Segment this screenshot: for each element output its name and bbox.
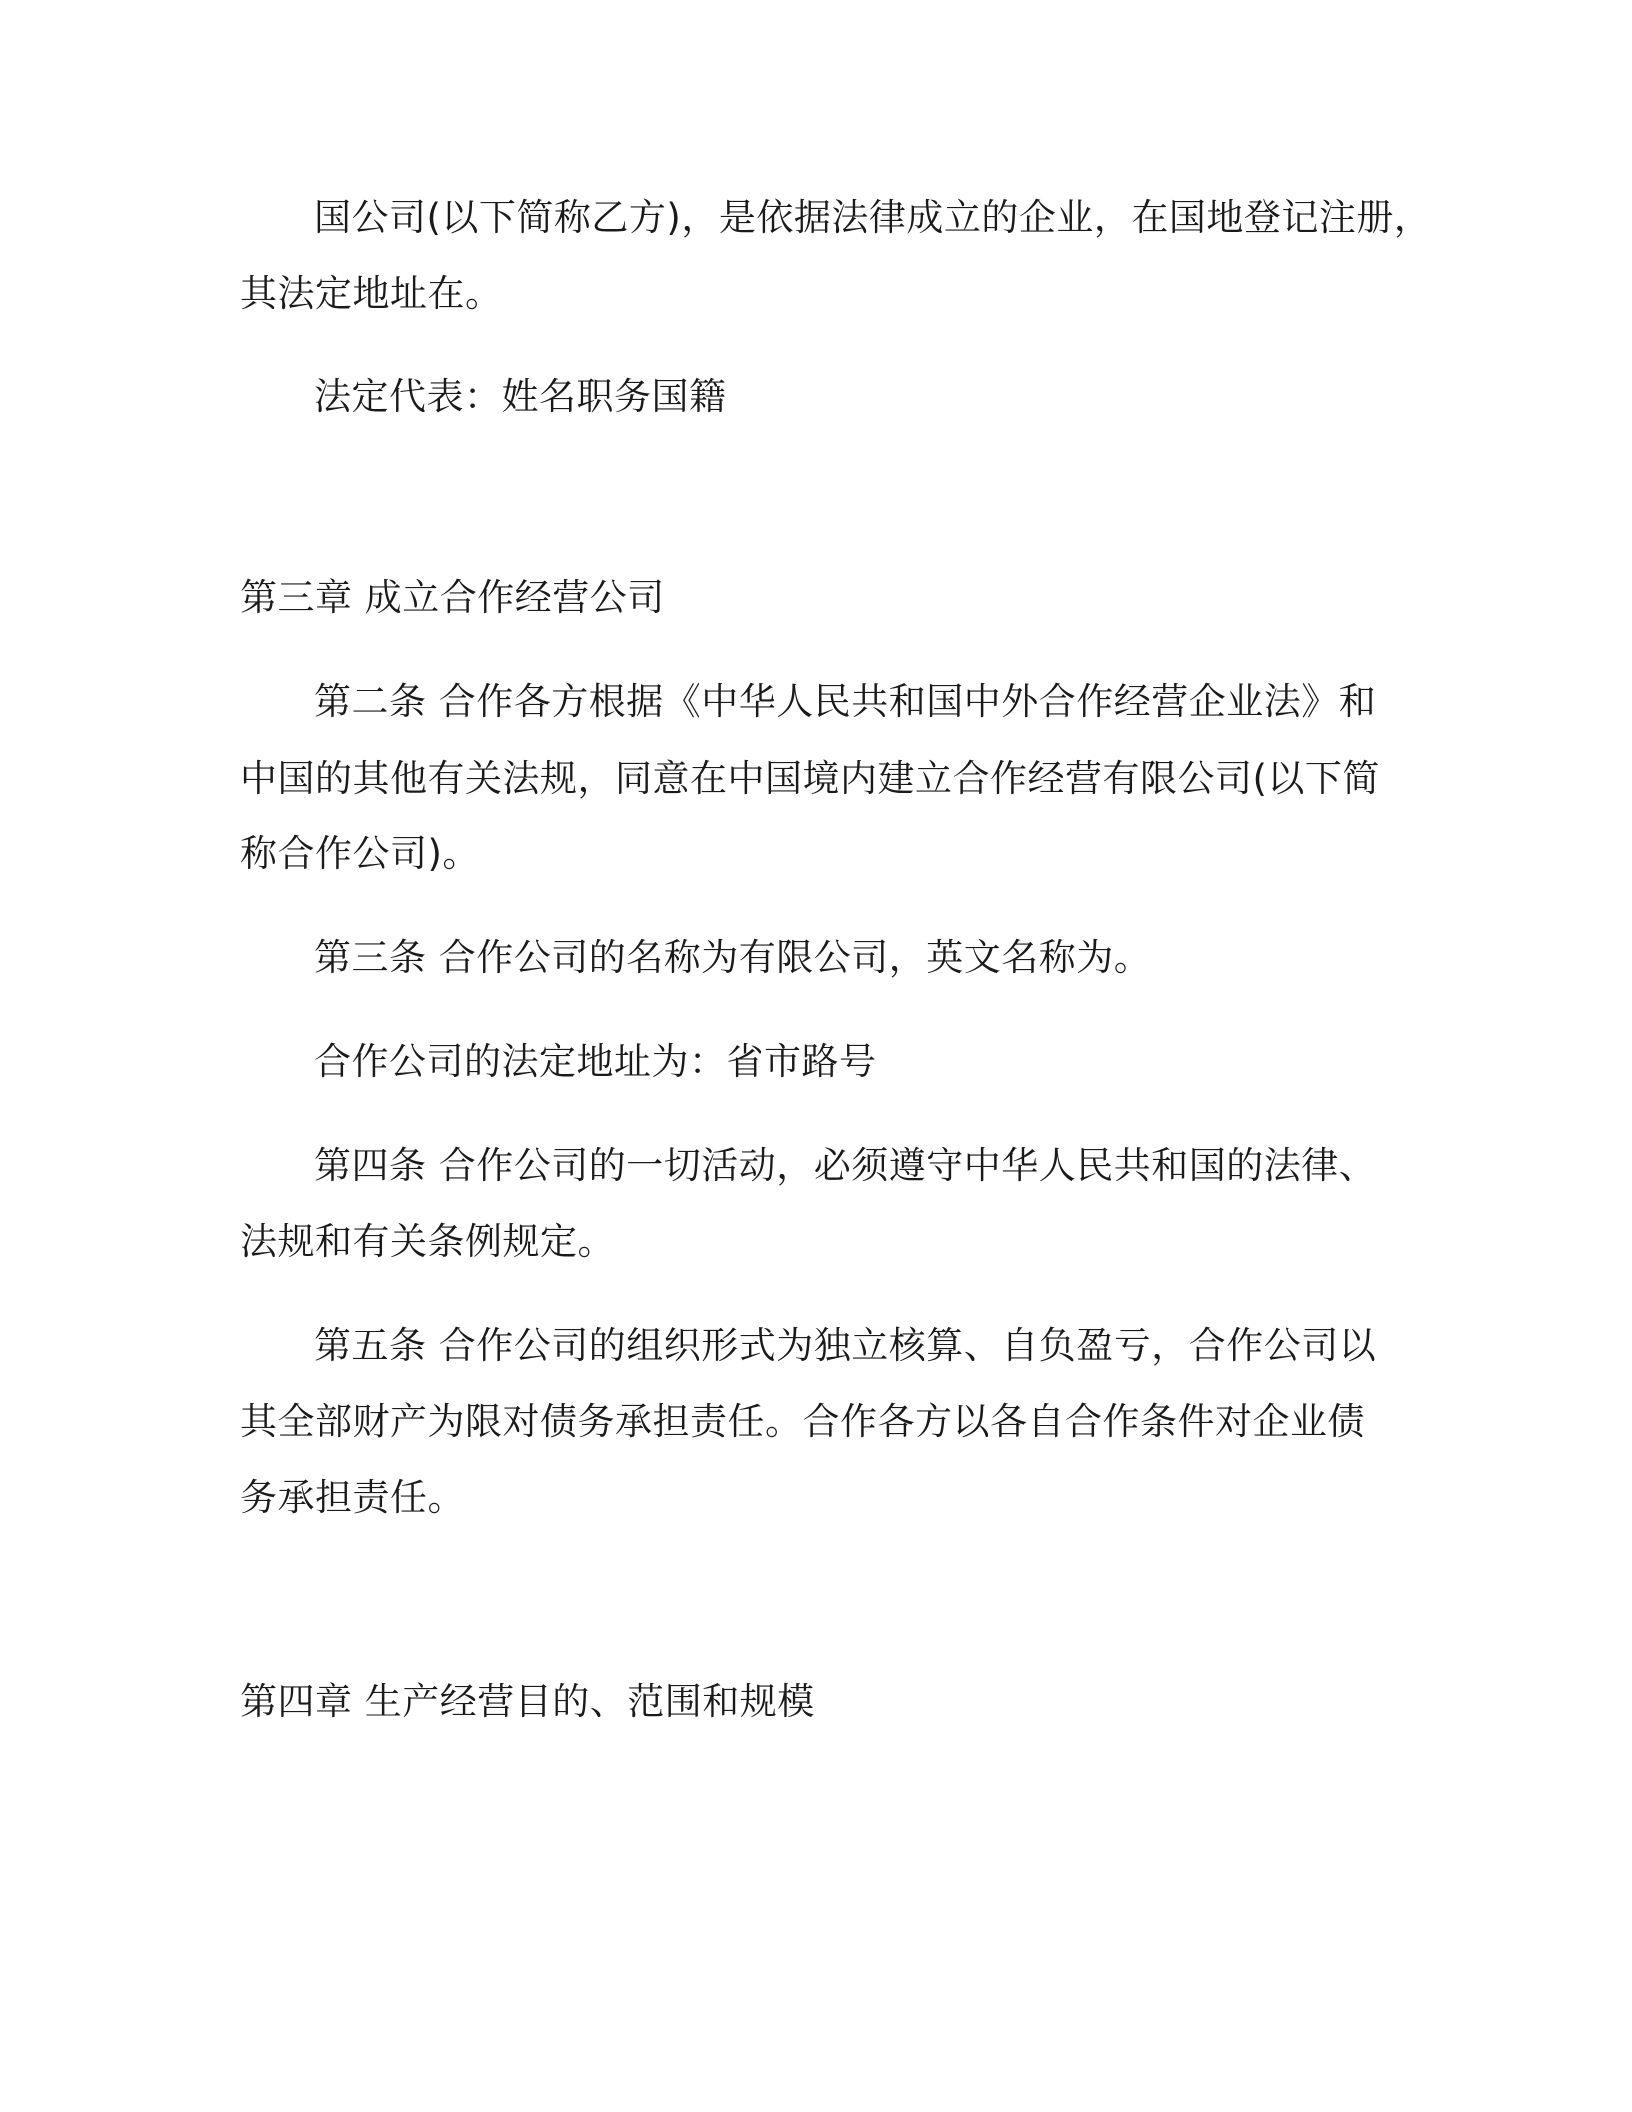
article-4-line-2: 法规和有关条例规定。 — [240, 1220, 615, 1263]
party-b-line-1: 国公司(以下简称乙方)，是依据法律成立的企业，在国地登记注册， — [314, 196, 1432, 239]
article-3-line: 第三条 合作公司的名称为有限公司，英文名称为。 — [314, 936, 1152, 979]
legal-representative-line: 法定代表：姓名职务国籍 — [314, 375, 727, 418]
party-b-line-2: 其法定地址在。 — [240, 272, 503, 315]
legal-address-line: 合作公司的法定地址为：省市路号 — [314, 1040, 877, 1083]
article-2-line-3: 称合作公司)。 — [240, 832, 480, 875]
article-5-line-2: 其全部财产为限对债务承担责任。合作各方以各自合作条件对企业债 — [240, 1400, 1365, 1443]
chapter-4-heading: 第四章 生产经营目的、范围和规模 — [240, 1680, 815, 1723]
article-5-line-3: 务承担责任。 — [240, 1476, 465, 1519]
article-5-line-1: 第五条 合作公司的组织形式为独立核算、自负盈亏，合作公司以 — [314, 1324, 1377, 1367]
article-2-line-1: 第二条 合作各方根据《中华人民共和国中外合作经营企业法》和 — [314, 680, 1377, 723]
chapter-3-heading: 第三章 成立合作经营公司 — [240, 576, 665, 619]
article-2-line-2: 中国的其他有关法规，同意在中国境内建立合作经营有限公司(以下简 — [240, 757, 1380, 800]
article-4-line-1: 第四条 合作公司的一切活动，必须遵守中华人民共和国的法律、 — [314, 1144, 1377, 1187]
